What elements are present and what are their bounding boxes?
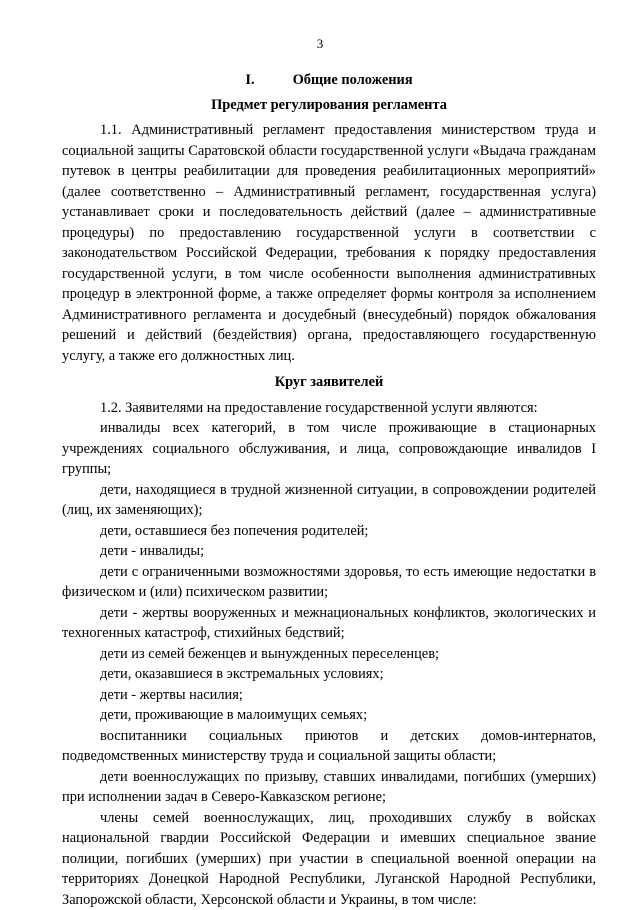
applicant-item: дети - жертвы вооруженных и межнациональных конфликтов, экологических и техногенных катастроф, стихийных бедствий; [62, 603, 596, 644]
applicant-item: члены семей военнослужащих, лиц, проходивших службу в войсках национальной гвардии Российской Федерации и имевших специальное звание полиции, погибших (умерших) при участии в специальной военной операции на территориях Донецкой Народной Республики, Луганской Народной Республики, Запорожской области, Херсонской области и Украины, в том числе: [62, 808, 596, 910]
applicant-item: дети из семей беженцев и вынужденных переселенцев; [62, 644, 596, 665]
document-body [62, 70, 596, 910]
applicant-item: дети - инвалиды; [62, 541, 596, 562]
paragraph-1-1: 1.1. Административный регламент предоставления министерством труда и социальной защиты Саратовской области государственной услуги «Выдача гражданам путевок в центры реабилитации для проведения реабилитационных мероприятий» (далее соответственно – Административный регламент, государственная услуга) устанавливает сроки и последовательность действий (далее – административные процедуры) по предоставлению государственной услуги в соответствии с законодательством Российской Федерации, требования к порядку предоставления государственной услуги, в том числе особенности выполнения административных процедур в электронной форме, а также определяет формы контроля за исполнением Административного регламента и досудебный (внесудебный) порядок обжалования решений и действий (бездействия) органа, предоставляющего государственную услугу, а также его должностных лиц. [62, 120, 596, 366]
applicant-item: дети, оставшиеся без попечения родителей; [62, 521, 596, 542]
applicant-item: инвалиды всех категорий, в том числе проживающие в стационарных учреждениях социального обслуживания, и лица, сопровождающие инвалидов I группы; [62, 418, 596, 480]
applicant-item: дети, находящиеся в трудной жизненной ситуации, в сопровождении родителей (лиц, их заменяющих); [62, 480, 596, 521]
applicant-item: дети - жертвы насилия; [62, 685, 596, 706]
applicant-item: воспитанники социальных приютов и детских домов-интернатов, подведомственных министерству труда и социальной защиты области; [62, 726, 596, 767]
subsection-title-regulation-subject: Предмет регулирования регламента [62, 95, 596, 116]
page-number: 3 [0, 36, 640, 52]
section-heading [62, 70, 596, 91]
applicant-item: дети военнослужащих по призыву, ставших инвалидами, погибших (умерших) при исполнении задач в Северо-Кавказском регионе; [62, 767, 596, 808]
subsection-title-applicants: Круг заявителей [62, 372, 596, 393]
section-title: Общие положения [293, 72, 413, 88]
applicant-item: дети, оказавшиеся в экстремальных условиях; [62, 664, 596, 685]
section-number: I. [245, 70, 254, 91]
applicant-item: дети с ограниченными возможностями здоровья, то есть имеющие недостатки в физическом и (или) психическом развитии; [62, 562, 596, 603]
paragraph-1-2: 1.2. Заявителями на предоставление государственной услуги являются: [62, 398, 596, 419]
applicant-item: дети, проживающие в малоимущих семьях; [62, 705, 596, 726]
